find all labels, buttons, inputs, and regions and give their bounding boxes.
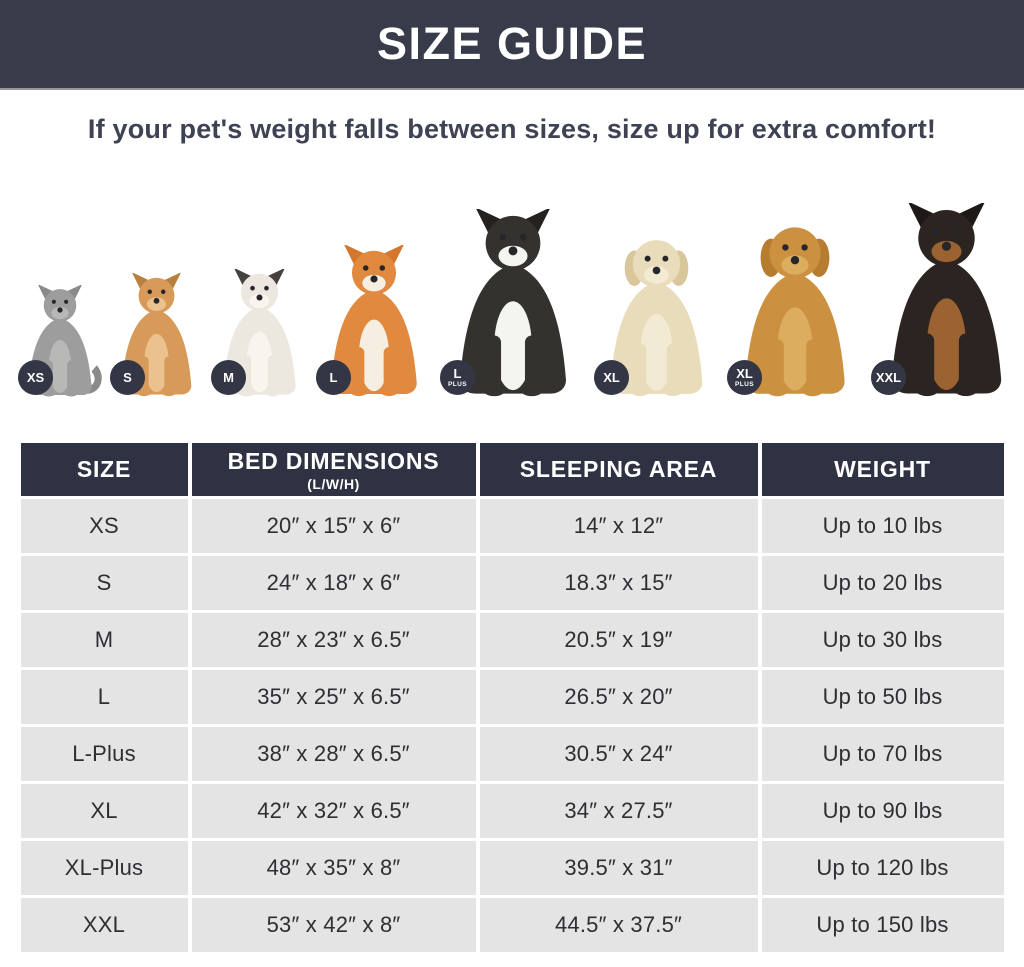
table-cell: 42″ x 32″ x 6.5″ [192,784,476,838]
col-header-weight [762,443,1004,496]
size-badge-l-plus [440,360,475,395]
table-cell-size-xxl: XXL [21,898,188,952]
table-cell: Up to 150 lbs [762,898,1004,952]
col-header-sleeping-area-label: SLEEPING AREA [519,456,718,482]
size-badge-label: L [329,370,338,385]
table-cell: 26.5″ x 20″ [480,670,758,724]
subtitle-text: If your pet's weight falls between sizes, size up for extra comfort! [87,114,937,144]
size-badge-s [110,360,145,395]
table-cell: 39.5″ x 31″ [480,841,758,895]
size-badge-sublabel: PLUS [448,380,467,388]
table-cell-size-xl: XL [21,784,188,838]
size-badge-xl [594,360,629,395]
size-badge-l [316,360,351,395]
col-header-bed-dimensions [192,443,476,496]
table-cell-size-xs: XS [21,499,188,553]
col-header-size-label: SIZE [76,456,132,482]
table-cell: 14″ x 12″ [480,499,758,553]
pet-slot-doberman [867,203,1024,397]
table-cell: Up to 90 lbs [762,784,1004,838]
pet-slot-border-collie [436,209,590,397]
col-header-size [21,443,188,496]
col-header-bed-dimensions-label: BED DIMENSIONS [227,447,440,474]
size-badge-label: L [453,366,462,381]
table-cell: 24″ x 18″ x 6″ [192,556,476,610]
col-header-sleeping-area [480,443,758,496]
table-cell: 20″ x 15″ x 6″ [192,499,476,553]
size-table [21,443,1004,952]
size-badge-m [211,360,246,395]
size-badge-label: XXL [875,370,902,385]
table-cell: 20.5″ x 19″ [480,613,758,667]
table-cell-size-l-plus: L-Plus [21,727,188,781]
table-cell: Up to 20 lbs [762,556,1004,610]
table-cell: Up to 10 lbs [762,499,1004,553]
size-badge-xl-plus [727,360,762,395]
table-cell: 30.5″ x 24″ [480,727,758,781]
table-cell: Up to 50 lbs [762,670,1004,724]
size-badge-xxl [871,360,906,395]
table-cell: Up to 30 lbs [762,613,1004,667]
size-badge-label: XS [26,370,45,385]
table-cell: 38″ x 28″ x 6.5″ [192,727,476,781]
size-badge-label: M [223,370,234,385]
pet-slot-golden-retriever [723,221,867,397]
table-cell-size-s: S [21,556,188,610]
pet-slot-pomeranian [106,273,207,397]
size-badge-xs [18,360,53,395]
table-cell: Up to 70 lbs [762,727,1004,781]
pet-slot-shiba-inu [312,245,436,397]
size-badge-sublabel: PLUS [735,380,754,388]
size-badge-label: S [123,370,132,385]
table-cell: 35″ x 25″ x 6.5″ [192,670,476,724]
pet-slot-french-bulldog [207,269,312,397]
table-cell-size-l: L [21,670,188,724]
table-cell: 18.3″ x 15″ [480,556,758,610]
header-bar [0,0,1024,90]
pet-slot-labrador [590,234,723,397]
page-title: SIZE GUIDE [376,18,648,69]
table-cell: 48″ x 35″ x 8″ [192,841,476,895]
size-badge-label: XL [603,370,620,385]
pets-row [14,191,1010,397]
table-cell: 53″ x 42″ x 8″ [192,898,476,952]
table-cell-size-m: M [21,613,188,667]
table-cell-size-xl-plus: XL-Plus [21,841,188,895]
table-cell: Up to 120 lbs [762,841,1004,895]
table-cell: 28″ x 23″ x 6.5″ [192,613,476,667]
table-cell: 44.5″ x 37.5″ [480,898,758,952]
col-header-bed-dimensions-sub: (L/W/H) [307,475,360,492]
pet-slot-cat [14,285,106,397]
col-header-weight-label: WEIGHT [834,456,931,482]
table-cell: 34″ x 27.5″ [480,784,758,838]
size-badge-label: XL [736,366,753,381]
